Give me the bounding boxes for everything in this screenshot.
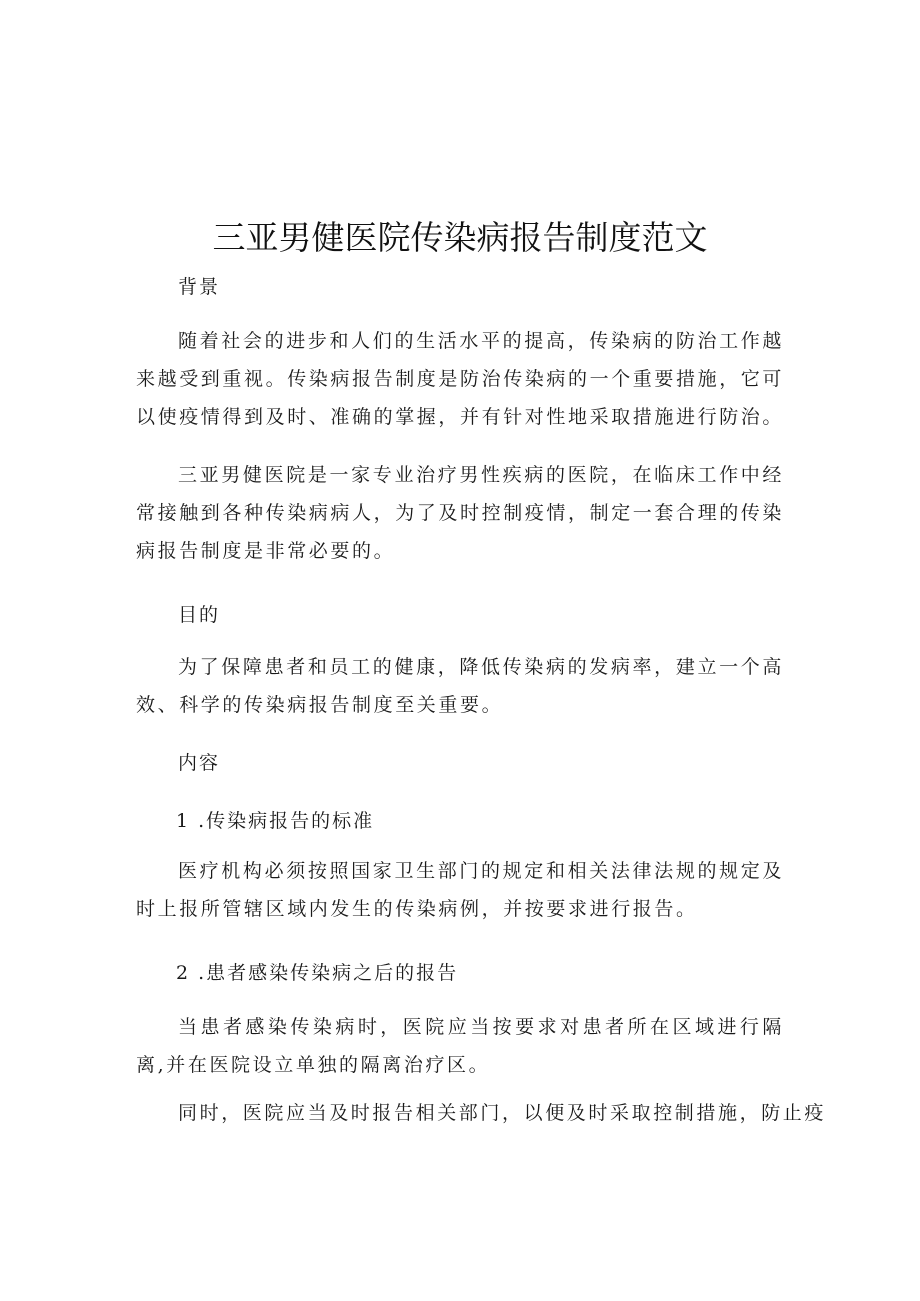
section-heading-background: 背景 [178, 276, 221, 298]
section-heading-content: 内容 [178, 752, 221, 774]
paragraph-background-1: 随着社会的进步和人们的生活水平的提高，传染病的防治工作越来越受到重视。传染病报告制度是防治传染病的一个重要措施，它可以使疫情得到及时、准确的掌握，并有针对性地采取措施进行防治。 [136, 330, 785, 428]
item-heading-1: 1 .传染病报告的标准 [176, 810, 375, 832]
paragraph-purpose-1: 为了保障患者和员工的健康，降低传染病的发病率，建立一个高效、科学的传染病报告制度至关重要。 [136, 656, 784, 716]
paragraph-item-2-1: 当患者感染传染病时，医院应当按要求对患者所在区域进行隔离,并在医院设立单独的隔离治疗区。 [136, 1016, 784, 1076]
paragraph-item-1: 医疗机构必须按照国家卫生部门的规定和相关法律法规的规定及时上报所管辖区域内发生的传染病例，并按要求进行报告。 [136, 860, 784, 920]
paragraph-background-2: 三亚男健医院是一家专业治疗男性疾病的医院，在临床工作中经常接触到各种传染病病人，为了及时控制疫情，制定一套合理的传染病报告制度是非常必要的。 [136, 464, 785, 562]
document-title: 三亚男健医院传染病报告制度范文 [212, 218, 708, 257]
paragraph-item-2-2: 同时，医院应当及时报告相关部门，以便及时采取控制措施，防止疫 [178, 1102, 827, 1124]
item-heading-2: 2 .患者感染传染病之后的报告 [176, 962, 459, 984]
section-heading-purpose: 目的 [178, 604, 221, 626]
